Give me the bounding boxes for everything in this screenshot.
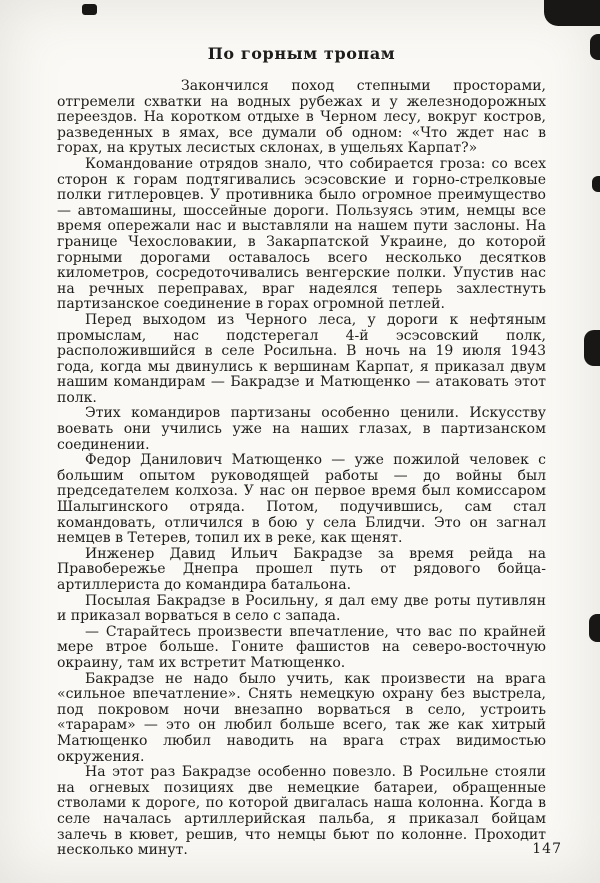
- paragraph: Перед выходом из Черного леса, у дороги к нефтяным промыслам, нас подстерегал 4-й эсэсовский полк, расположившийся в селе Росильна. В ночь на 19 июля 1943 года, когда мы двинулись к вершинам Карпат, я приказал двум нашим командирам — Бакрадзе и Матющенко — атаковать этот полк.: [57, 311, 546, 406]
- scan-artifact: [544, 0, 600, 26]
- paragraph: Федор Данилович Матющенко — уже пожилой человек с большим опытом руководящей работы — до войны был председателем колхоза. У нас он первое время был комиссаром Шалыгинского отряда. Потом, подучившись, сам стал командовать, отличился в бою у села Блидчи. Это он загнал немцев в Тетерев, топил их в реке, как щенят.: [57, 452, 546, 547]
- scan-artifact: [584, 330, 600, 366]
- paragraph: — Старайтесь произвести впечатление, что вас по крайней мере втрое больше. Гоните фашистов на северо-восточную окраину, там их встретит Матющенко.: [57, 623, 546, 671]
- paragraph: Посылая Бакрадзе в Росильну, я дал ему две роты путивлян и приказал ворваться в село с запада.: [57, 592, 546, 625]
- body-text: [0, 79, 600, 859]
- scan-artifact: [590, 34, 600, 60]
- paragraph: Инженер Давид Ильич Бакрадзе за время рейда на Правобережье Днепра прошел путь от рядового бойца-артиллериста до командира батальона.: [57, 545, 546, 593]
- paragraph: Закончился поход степными просторами, отгремели схватки на водных рубежах и у железнодорожных переездов. На коротком отдыхе в Черном лесу, вокруг костров, разведенных в ямах, все думали об одном: «Что ждет нас в горах, на крутых лесистых склонах, в ущельях Карпат?»: [57, 78, 546, 157]
- chapter-title: По горным тропам: [207, 44, 396, 63]
- scan-artifact: [589, 614, 600, 642]
- page-number: 147: [532, 841, 562, 857]
- scan-artifact: [592, 176, 600, 192]
- paragraph: Командование отрядов знало, что собирается гроза: со всех сторон к горам подтягивались эсэсовские и горно-стрелковые полки гитлеровцев. У противника было огромное преимущество — автомашины, шоссейные дороги. Пользуясь этим, немцы все время опережали нас и выставляли на нашем пути заслоны. На границе Чехословакии, в Закарпатской Украине, до которой горными дорогами оставалось всего несколько десятков километров, сосредоточивались венгерские полки. Упустив нас на речных переправах, враг надеялся теперь захлестнуть партизанское соединение в горах огромной петлей.: [57, 155, 546, 313]
- paragraph: Бакрадзе не надо было учить, как произвести на врага «сильное впечатление». Снять немецкую охрану без выстрела, под покровом ночи внезапно ворваться в село, устроить «тарарам» — это он любил больше всего, так же как хитрый Матющенко любил наводить на врага страх видимостью окружения.: [57, 670, 546, 765]
- paragraph: Этих командиров партизаны особенно ценили. Искусству воевать они учились уже на наших глазах, в партизанском соединении.: [57, 405, 546, 453]
- paragraph: На этот раз Бакрадзе особенно повезло. В Росильне стояли на огневых позициях две немецкие батареи, обращенные стволами к дороге, по которой двигалась наша колонна. Когда в селе началась артиллерийская пальба, я приказал бойцам залечь в кювет, решив, что немцы бьют по колонне. Проходит несколько минут.: [57, 764, 546, 859]
- scan-artifact: [82, 4, 97, 15]
